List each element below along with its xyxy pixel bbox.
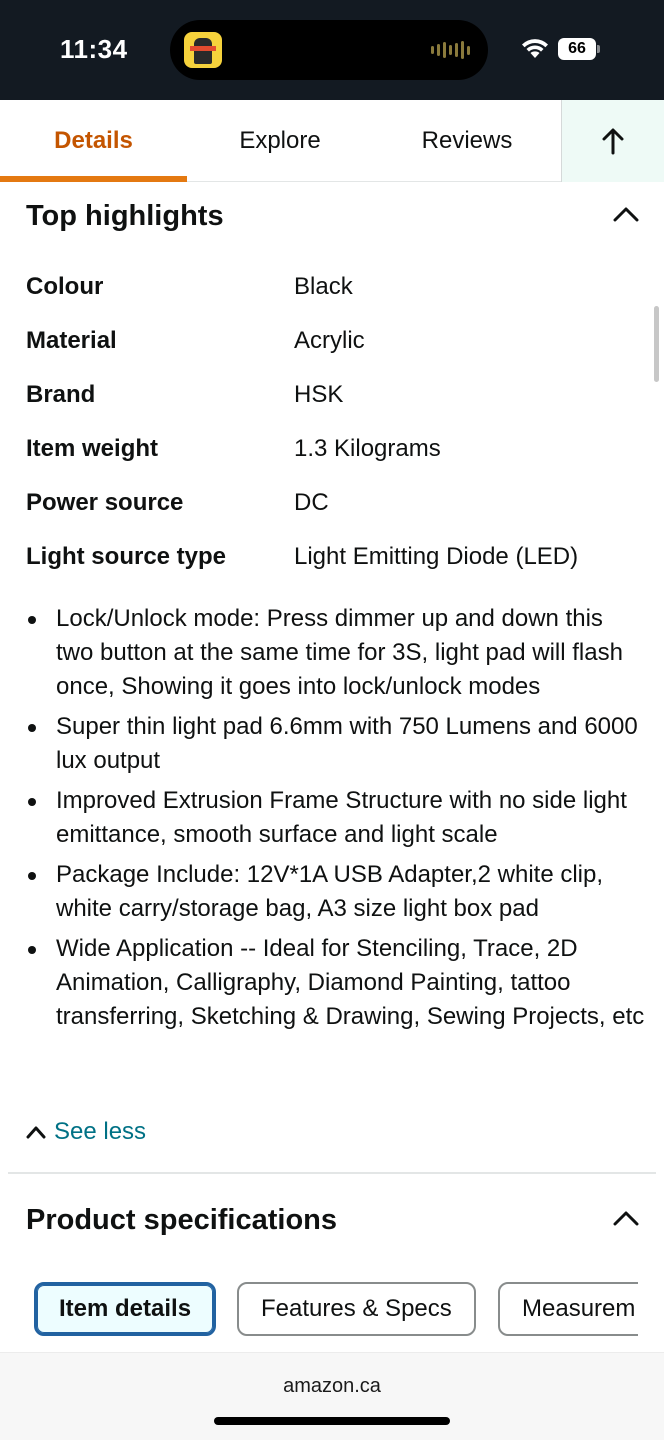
highlight-value: Acrylic — [294, 327, 365, 354]
highlight-row — [26, 327, 646, 367]
bullet-text: Package Include: 12V*1A USB Adapter,2 white clip, white carry/storage bag, A3 size light box pad — [56, 861, 604, 922]
status-bar — [0, 0, 664, 100]
highlight-value: Black — [294, 273, 353, 300]
dynamic-island[interactable] — [170, 20, 488, 80]
collapse-highlights-chevron-up-icon[interactable] — [612, 205, 640, 223]
list-item — [26, 858, 646, 926]
top-highlights-title: Top highlights — [26, 200, 224, 232]
bullet-text: Improved Extrusion Frame Structure with no side light emittance, smooth surface and light scale — [56, 787, 627, 848]
game-app-icon[interactable] — [184, 32, 222, 68]
list-item — [26, 784, 646, 852]
wifi-icon — [520, 36, 550, 60]
highlight-label: Power source — [26, 489, 184, 516]
home-indicator[interactable] — [214, 1417, 450, 1425]
highlight-value: Light Emitting Diode (LED) — [294, 543, 579, 570]
collapse-specs-chevron-up-icon[interactable] — [612, 1209, 640, 1227]
highlight-label: Brand — [26, 381, 96, 408]
bullet-text: Wide Application -- Ideal for Stenciling, Trace, 2D Animation, Calligraphy, Diamond Painting, tattoo transferring, Sketching & Drawing, Sewing Projects, etc — [56, 935, 645, 1030]
section-tabs — [0, 100, 664, 182]
highlight-label: Colour — [26, 273, 104, 300]
list-item — [26, 710, 646, 778]
arrow-up-icon — [598, 126, 628, 156]
highlight-value: 1.3 Kilograms — [294, 435, 441, 462]
highlight-label: Item weight — [26, 435, 159, 462]
see-less-link[interactable] — [26, 1118, 146, 1146]
battery-icon — [558, 38, 602, 60]
see-less-label: See less — [54, 1118, 147, 1145]
browser-bottom-bar — [0, 1352, 664, 1440]
highlight-row — [26, 435, 646, 475]
tab-reviews[interactable]: Reviews — [421, 127, 513, 154]
list-item — [26, 602, 646, 704]
chip-item-details[interactable]: Item details — [34, 1282, 216, 1336]
highlight-value: HSK — [294, 381, 344, 408]
feature-bullets — [26, 602, 646, 1040]
highlight-row — [26, 543, 646, 583]
section-divider — [8, 1172, 656, 1174]
bullet-text: Lock/Unlock mode: Press dimmer up and down this two button at the same time for 3S, light pad will flash once, Showing it goes into lock/unlock modes — [56, 605, 623, 700]
highlight-label: Light source type — [26, 543, 227, 570]
url-label[interactable]: amazon.ca — [283, 1375, 381, 1397]
spec-chips — [0, 1282, 638, 1338]
chevron-up-icon — [26, 1125, 46, 1139]
highlight-row — [26, 273, 646, 313]
battery-level: 66 — [558, 38, 596, 60]
chip-features-specs[interactable]: Features & Specs — [237, 1282, 476, 1336]
audio-wave-icon — [431, 41, 470, 59]
highlight-row — [26, 489, 646, 529]
list-item — [26, 932, 646, 1034]
product-specifications-title: Product specifications — [26, 1204, 338, 1236]
back-to-top-button[interactable] — [561, 100, 664, 182]
highlight-label: Material — [26, 327, 117, 354]
chip-measurements[interactable]: Measurem — [498, 1282, 638, 1336]
status-time: 11:34 — [60, 34, 128, 64]
scrollbar[interactable] — [654, 306, 659, 382]
tab-details[interactable]: Details — [0, 100, 187, 182]
highlight-value: DC — [294, 489, 329, 516]
tab-explore[interactable]: Explore — [239, 127, 321, 154]
bullet-text: Super thin light pad 6.6mm with 750 Lumens and 6000 lux output — [56, 713, 638, 774]
highlight-row — [26, 381, 646, 421]
